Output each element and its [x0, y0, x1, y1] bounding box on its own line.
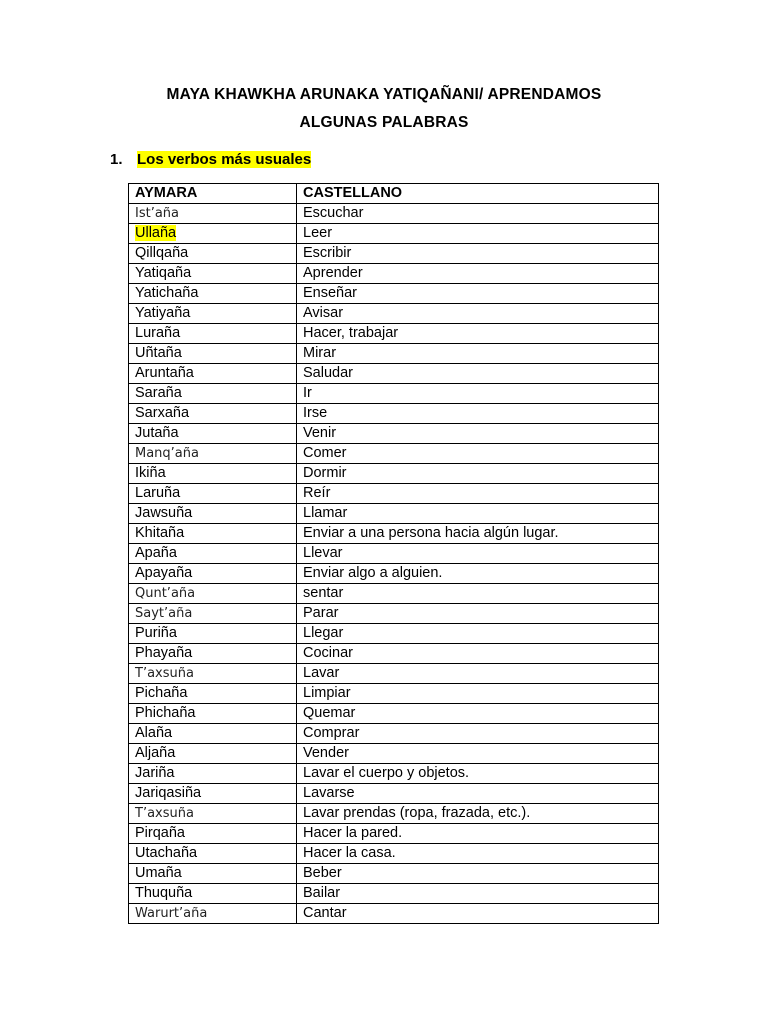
aymara-cell — [129, 584, 297, 604]
aymara-cell — [129, 304, 297, 324]
castellano-cell: Enviar a una persona hacia algún lugar. — [297, 524, 659, 544]
aymara-cell — [129, 724, 297, 744]
aymara-word: Uñtaña — [135, 345, 182, 361]
castellano-cell: Llamar — [297, 504, 659, 524]
castellano-cell: Escribir — [297, 244, 659, 264]
aymara-word: Yatichaña — [135, 285, 199, 301]
table-row — [129, 704, 659, 724]
table-row — [129, 824, 659, 844]
castellano-cell: Reír — [297, 484, 659, 504]
castellano-cell: Comer — [297, 444, 659, 464]
castellano-cell: Beber — [297, 864, 659, 884]
table-row — [129, 884, 659, 904]
section-heading — [110, 151, 311, 168]
aymara-word: Ikiña — [135, 465, 166, 481]
table-row — [129, 624, 659, 644]
column-header-aymara: AYMARA — [129, 184, 297, 204]
table-row — [129, 904, 659, 924]
table-row — [129, 684, 659, 704]
aymara-word: Jariña — [135, 765, 175, 781]
aymara-word: Pirqaña — [135, 825, 185, 841]
aymara-word: T’axsuña — [135, 666, 194, 681]
document-title-line1: MAYA KHAWKHA ARUNAKA YATIQAÑANI/ APRENDAMOS — [166, 86, 602, 103]
table-row — [129, 804, 659, 824]
table-row — [129, 424, 659, 444]
aymara-cell — [129, 404, 297, 424]
table-row — [129, 224, 659, 244]
aymara-word: Saraña — [135, 385, 182, 401]
aymara-word: Sayt’aña — [135, 606, 193, 621]
table-row — [129, 384, 659, 404]
table-row — [129, 564, 659, 584]
aymara-cell — [129, 344, 297, 364]
document-title-line2: ALGUNAS PALABRAS — [299, 114, 469, 131]
section-number: 1. — [110, 151, 123, 168]
table-row — [129, 644, 659, 664]
aymara-word: Ullaña — [135, 225, 177, 241]
aymara-cell — [129, 904, 297, 924]
castellano-cell: sentar — [297, 584, 659, 604]
aymara-cell — [129, 424, 297, 444]
castellano-cell: Bailar — [297, 884, 659, 904]
table-row — [129, 364, 659, 384]
aymara-cell — [129, 884, 297, 904]
table-row — [129, 584, 659, 604]
table-row — [129, 264, 659, 284]
aymara-word: Ist’aña — [135, 206, 180, 221]
aymara-cell — [129, 324, 297, 344]
table-row — [129, 504, 659, 524]
aymara-cell — [129, 664, 297, 684]
table-header-row — [129, 184, 659, 204]
vocabulary-table — [128, 183, 659, 924]
aymara-cell — [129, 384, 297, 404]
aymara-word: Luraña — [135, 325, 181, 341]
table-row — [129, 404, 659, 424]
aymara-word: Yatiqaña — [135, 265, 192, 281]
aymara-cell — [129, 564, 297, 584]
castellano-cell: Vender — [297, 744, 659, 764]
castellano-cell: Escuchar — [297, 204, 659, 224]
section-label: Los verbos más usuales — [137, 151, 312, 168]
aymara-cell — [129, 464, 297, 484]
aymara-cell — [129, 244, 297, 264]
aymara-word: T’axsuña — [135, 806, 194, 821]
aymara-cell — [129, 864, 297, 884]
table-row — [129, 524, 659, 544]
aymara-cell — [129, 784, 297, 804]
aymara-cell — [129, 744, 297, 764]
table-row — [129, 724, 659, 744]
castellano-cell: Limpiar — [297, 684, 659, 704]
aymara-cell — [129, 644, 297, 664]
aymara-cell — [129, 224, 297, 244]
table-row — [129, 544, 659, 564]
castellano-cell: Ir — [297, 384, 659, 404]
castellano-cell: Mirar — [297, 344, 659, 364]
castellano-cell: Cocinar — [297, 644, 659, 664]
aymara-word: Sarxaña — [135, 405, 190, 421]
aymara-cell — [129, 844, 297, 864]
aymara-word: Thuquña — [135, 885, 193, 901]
aymara-cell — [129, 504, 297, 524]
aymara-word: Jariqasiña — [135, 785, 202, 801]
aymara-word: Qunt’aña — [135, 586, 196, 601]
aymara-cell — [129, 824, 297, 844]
castellano-cell: Hacer la casa. — [297, 844, 659, 864]
column-header-castellano: CASTELLANO — [297, 184, 659, 204]
table-row — [129, 464, 659, 484]
aymara-word: Puriña — [135, 625, 177, 641]
castellano-cell: Lavar prendas (ropa, frazada, etc.). — [297, 804, 659, 824]
castellano-cell: Lavarse — [297, 784, 659, 804]
aymara-word: Laruña — [135, 485, 181, 501]
castellano-cell: Enseñar — [297, 284, 659, 304]
aymara-cell — [129, 484, 297, 504]
castellano-cell: Dormir — [297, 464, 659, 484]
aymara-word: Pichaña — [135, 685, 188, 701]
aymara-cell — [129, 704, 297, 724]
castellano-cell: Comprar — [297, 724, 659, 744]
castellano-cell: Saludar — [297, 364, 659, 384]
aymara-word: Manq’aña — [135, 446, 199, 461]
aymara-word: Jutaña — [135, 425, 179, 441]
table-row — [129, 784, 659, 804]
castellano-cell: Venir — [297, 424, 659, 444]
aymara-word: Phichaña — [135, 705, 196, 721]
table-row — [129, 244, 659, 264]
aymara-cell — [129, 364, 297, 384]
aymara-word: Phayaña — [135, 645, 193, 661]
aymara-word: Yatiyaña — [135, 305, 191, 321]
aymara-cell — [129, 764, 297, 784]
aymara-cell — [129, 284, 297, 304]
castellano-cell: Leer — [297, 224, 659, 244]
aymara-word: Aruntaña — [135, 365, 194, 381]
aymara-cell — [129, 544, 297, 564]
aymara-word: Apaña — [135, 545, 177, 561]
table-row — [129, 664, 659, 684]
table-row — [129, 204, 659, 224]
table-row — [129, 344, 659, 364]
aymara-word: Utachaña — [135, 845, 198, 861]
table-row — [129, 284, 659, 304]
castellano-cell: Lavar el cuerpo y objetos. — [297, 764, 659, 784]
table-row — [129, 844, 659, 864]
castellano-cell: Llevar — [297, 544, 659, 564]
table-row — [129, 864, 659, 884]
table-row — [129, 304, 659, 324]
table-row — [129, 744, 659, 764]
castellano-cell: Hacer la pared. — [297, 824, 659, 844]
table-row — [129, 444, 659, 464]
aymara-word: Alaña — [135, 725, 173, 741]
table-row — [129, 484, 659, 504]
aymara-cell — [129, 444, 297, 464]
castellano-cell: Enviar algo a alguien. — [297, 564, 659, 584]
aymara-word: Khitaña — [135, 525, 185, 541]
aymara-word: Umaña — [135, 865, 182, 881]
castellano-cell: Quemar — [297, 704, 659, 724]
castellano-cell: Llegar — [297, 624, 659, 644]
castellano-cell: Hacer, trabajar — [297, 324, 659, 344]
table-row — [129, 324, 659, 344]
table-row — [129, 764, 659, 784]
aymara-word: Warurt’aña — [135, 906, 208, 921]
aymara-word: Jawsuña — [135, 505, 193, 521]
castellano-cell: Lavar — [297, 664, 659, 684]
castellano-cell: Avisar — [297, 304, 659, 324]
aymara-word: Qillqaña — [135, 245, 189, 261]
aymara-cell — [129, 624, 297, 644]
aymara-cell — [129, 264, 297, 284]
aymara-cell — [129, 604, 297, 624]
aymara-cell — [129, 804, 297, 824]
castellano-cell: Cantar — [297, 904, 659, 924]
castellano-cell: Irse — [297, 404, 659, 424]
castellano-cell: Aprender — [297, 264, 659, 284]
table-row — [129, 604, 659, 624]
aymara-cell — [129, 204, 297, 224]
castellano-cell: Parar — [297, 604, 659, 624]
aymara-word: Apayaña — [135, 565, 193, 581]
aymara-cell — [129, 524, 297, 544]
aymara-cell — [129, 684, 297, 704]
aymara-word: Aljaña — [135, 745, 176, 761]
